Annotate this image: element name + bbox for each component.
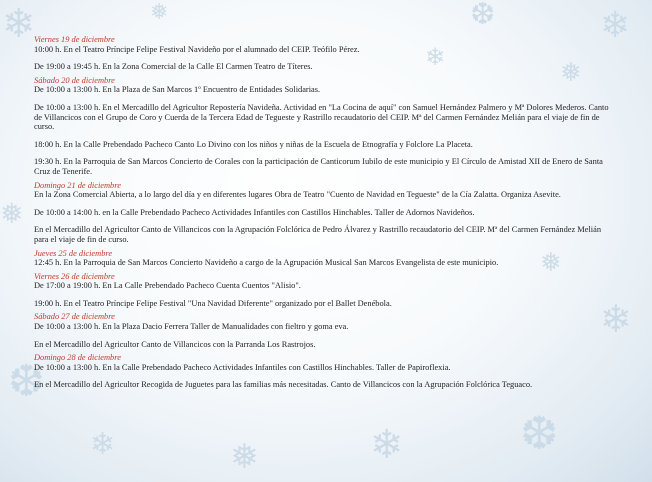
event-text: En la Zona Comercial Abierta, a lo largo del día y en diferentes lugares Obra de Teatro "Cuento de Navidad en Tegueste" de la Cía Zalatta. Organiza Asevite. <box>34 190 561 200</box>
day-date: Sábado 20 de diciembre <box>34 75 115 85</box>
day-date: Viernes 19 de diciembre <box>34 35 115 44</box>
day-block <box>34 353 616 390</box>
snowflake-icon: ❅ <box>230 437 259 477</box>
snowflake-icon: ❄ <box>370 422 404 468</box>
day-block <box>34 312 616 349</box>
snowflake-icon: ❅ <box>540 248 562 278</box>
snowflake-icon: ❆ <box>8 356 45 407</box>
event-text: 19:00 h. En el Teatro Príncipe Felipe Festival "Una Navidad Diferente" organizado por el Ballet Denébola. <box>34 298 392 308</box>
event-text: De 10:00 a 14:00 h. en la Calle Prebendado Pacheco Actividades Infantiles con Castillos Hinchables. Taller de Adornos Navideños. <box>34 207 475 217</box>
snowflake-icon: ❆ <box>520 406 559 460</box>
event-text: 12:45 h. En la Parroquia de San Marcos Concierto Navideño a cargo de la Agrupación Musical San Marcos Evangelista de este municipio. <box>34 258 499 268</box>
event-text: De 17:00 a 19:00 h. En La Calle Prebendado Pacheco Cuenta Cuentos "Alisio". <box>34 281 301 291</box>
snowflake-icon: ❄ <box>425 43 446 71</box>
event-text: En el Mercadillo del Agricultor Canto de Villancicos con la Agrupación Folclórica de Pedro Álvarez y Rastrillo recaudatorio del CEIP. Mª del Carmen Fernández Melián para el viaje de fin de curso. <box>34 225 602 244</box>
event-program <box>34 35 616 394</box>
snowflake-icon: ❅ <box>560 58 582 88</box>
event-text: De 10:00 a 13:00 h. En la Plaza Dacio Ferrera Taller de Manualidades con fieltro y goma eva. <box>34 322 349 332</box>
event-text: De 10:00 a 13:00 h. En el Mercadillo del Agricultor Repostería Navideña. Actividad en "La Cocina de aquí" con Samuel Hernández Palmero y Mª Dolores Mederos. Canto de Villancicos con el Grupo de Coro y Cuerda de la Tercera Edad de Tegueste y Rastrillo recaudatorio del CEIP. Mª del Carmen Fernández Melián para el viaje de fin de curso. <box>34 102 609 132</box>
event-text: En el Mercadillo del Agricultor Canto de Villancicos con la Parranda Los Rastrojos. <box>34 339 316 349</box>
event-text: 19:30 h. En la Parroquia de San Marcos Concierto de Corales con la participación de Canticorum Iubilo de este municipio y El Círculo de Amistad XII de Enero de Santa Cruz de Tenerife. <box>34 157 603 176</box>
snowflake-icon: ❄ <box>600 5 631 46</box>
event-text: De 19:00 a 19:45 h. En la Zona Comercial de la Calle El Carmen Teatro de Títeres. <box>34 62 313 72</box>
event-text: De 10:00 a 13:00 h. En la Calle Prebendado Pacheco Actividades Infantiles con Castillos Hinchables. Taller de Papiroflexia. <box>34 362 451 372</box>
event-text: 10:00 h. En el Teatro Príncipe Felipe Festival Navideño por el alumnado del CEIP. Teófilo Pérez. <box>34 44 360 54</box>
day-block <box>34 249 616 268</box>
snowflake-icon: ❅ <box>0 197 24 230</box>
day-block <box>34 272 616 309</box>
day-block <box>34 76 616 177</box>
day-date: Viernes 26 de diciembre <box>34 271 115 281</box>
snowflake-icon: ❄ <box>600 297 632 341</box>
day-date: Domingo 28 de diciembre <box>34 353 121 363</box>
day-date: Domingo 21 de diciembre <box>34 180 121 190</box>
snowflake-icon: ❆ <box>470 0 496 32</box>
day-block <box>34 35 616 72</box>
day-date: Sábado 27 de diciembre <box>34 312 115 322</box>
day-date: Jueves 25 de diciembre <box>34 248 113 258</box>
day-block <box>34 181 616 245</box>
event-text: De 10:00 a 13:00 h. En la Plaza de San Marcos 1º Encuentro de Entidades Solidarias. <box>34 85 321 95</box>
snowflake-icon: ❄ <box>90 427 116 462</box>
snowflake-icon: ❄ <box>2 1 36 47</box>
event-text: 18:00 h. En la Calle Prebendado Pacheco Canto Lo Divino con los niños y niñas de la Escuela de Etnografía y Folclore La Placeta. <box>34 139 473 149</box>
snowflake-icon: ❅ <box>150 0 169 25</box>
event-text: En el Mercadillo del Agricultor Recogida de Juguetes para las familias más necesitadas. Canto de Villancicos con la Agrupación Folclórica Teguaco. <box>34 380 533 390</box>
